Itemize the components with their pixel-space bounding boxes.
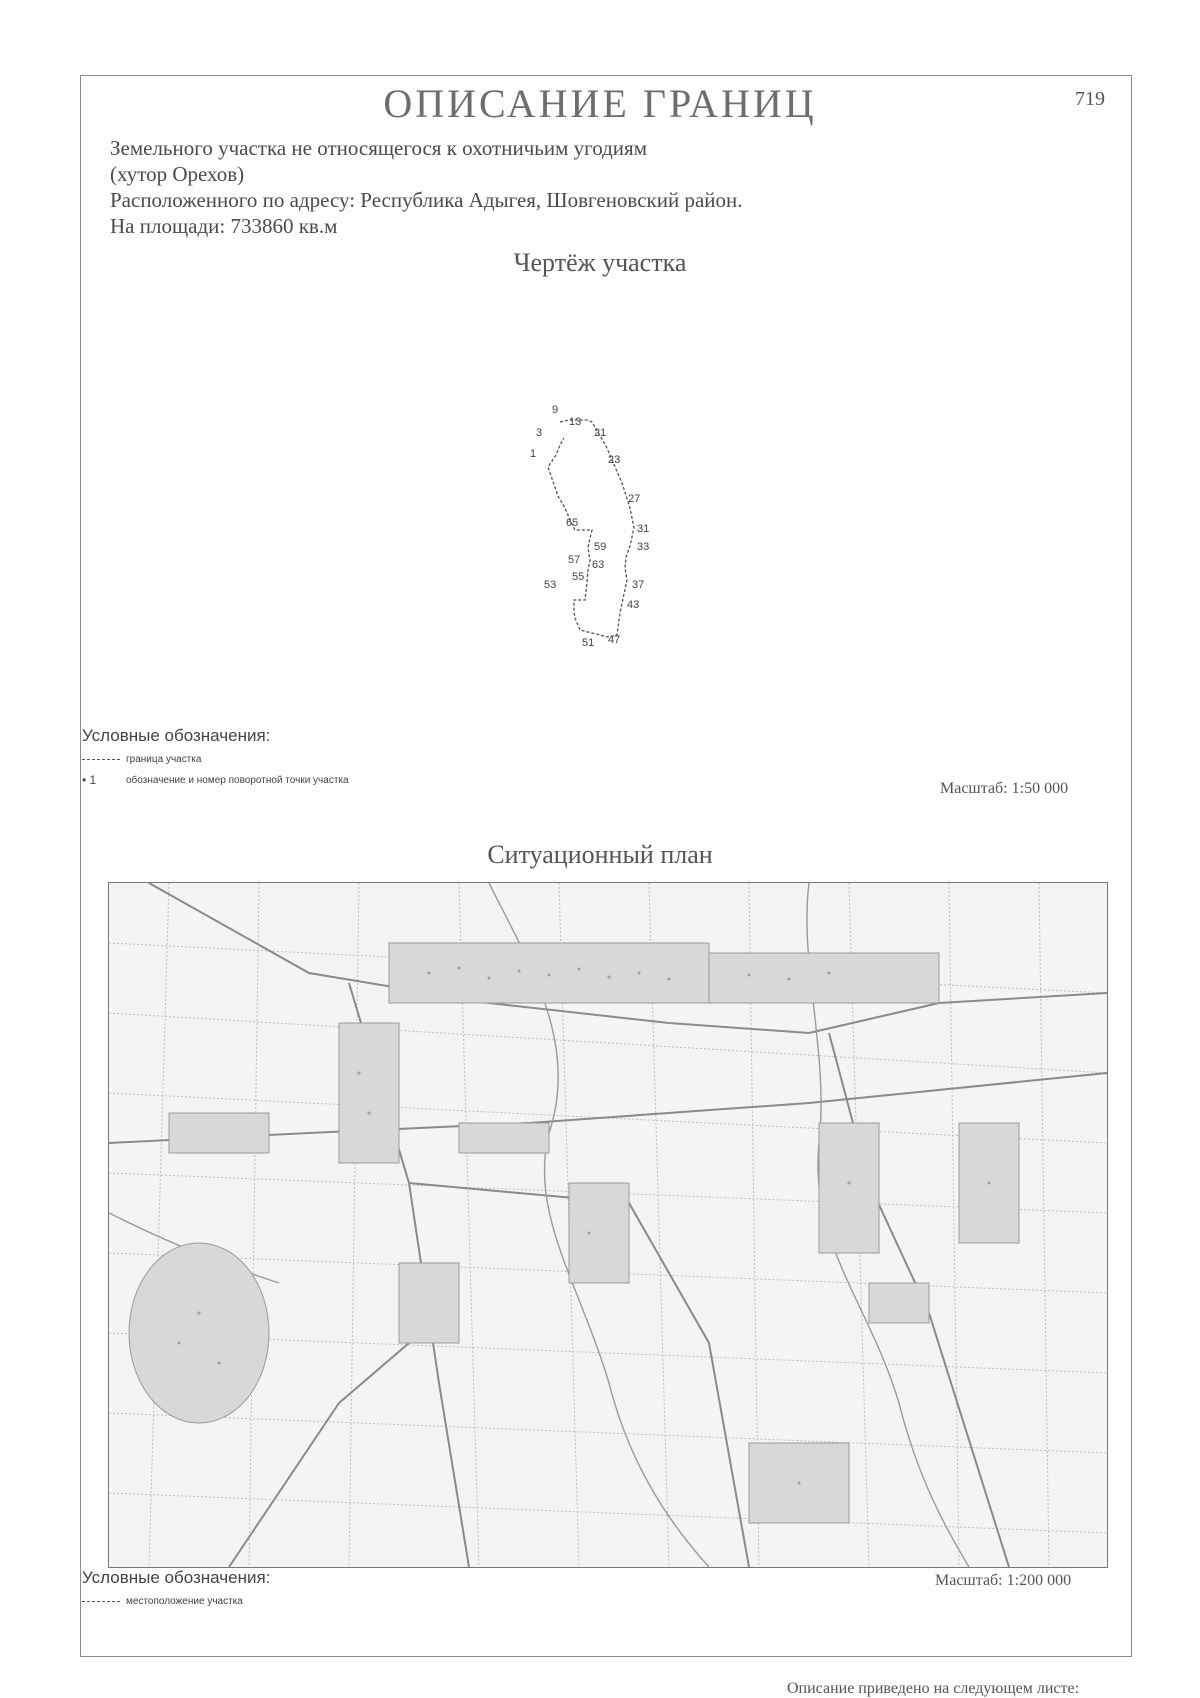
situation-legend-title: Условные обозначения: [82, 1568, 271, 1587]
turning-point-symbol: • 1 [82, 773, 97, 787]
point-label-3: 3 [536, 427, 543, 439]
parcel-info [110, 135, 743, 239]
point-label-37: 37 [632, 579, 645, 591]
info-line-3: Расположенного по адресу: Республика Адыгея, Шовгеновский район. [110, 188, 743, 212]
legend-location-row [82, 1596, 270, 1607]
situation-plan-title: Ситуационный план [487, 840, 713, 869]
point-label-33: 33 [637, 541, 650, 553]
point-label-65: 65 [566, 517, 579, 529]
point-label-51: 51 [582, 637, 595, 649]
point-label-53: 53 [544, 579, 557, 591]
drawing-legend [82, 726, 349, 787]
info-line-2: (хутор Орехов) [110, 162, 245, 186]
boundary-line-symbol [82, 759, 120, 760]
situation-scale: Масштаб: 1:200 000 [935, 1572, 1072, 1589]
footer-note: Описание приведено на следующем листе: [787, 1680, 1080, 1697]
point-label-23: 23 [608, 454, 621, 466]
info-line-1: Земельного участка не относящегося к охотничьим угодиям [110, 136, 647, 160]
location-line-symbol [82, 1601, 120, 1602]
situation-map [108, 882, 1108, 1568]
point-label-55: 55 [572, 571, 585, 583]
point-label-31: 31 [637, 523, 650, 535]
point-label-21: 21 [594, 427, 607, 439]
point-label-43: 43 [627, 599, 640, 611]
point-label-47: 47 [608, 634, 621, 646]
legend-point-row [82, 773, 349, 787]
point-label-63: 63 [592, 559, 605, 571]
info-line-4: На площади: 733860 кв.м [110, 214, 338, 238]
point-label-9: 9 [552, 404, 559, 416]
legend-boundary-text: граница участка [126, 754, 202, 765]
sheet-number: 719 [1075, 88, 1105, 110]
drawing-scale: Масштаб: 1:50 000 [940, 780, 1069, 797]
legend-boundary-row [82, 754, 349, 765]
point-label-13: 13 [569, 416, 582, 428]
legend-location-text: местоположение участка [126, 1596, 243, 1607]
parcel-plot [530, 400, 730, 650]
drawing-title: Чертёж участка [513, 248, 687, 277]
drawing-legend-title: Условные обозначения: [82, 726, 271, 745]
situation-legend [82, 1568, 270, 1607]
point-label-27: 27 [628, 493, 641, 505]
point-label-1: 1 [530, 448, 537, 460]
document-title: ОПИСАНИЕ ГРАНИЦ [383, 81, 817, 126]
legend-point-text: обозначение и номер поворотной точки участка [126, 774, 349, 786]
parcel-boundary [548, 420, 634, 637]
point-label-57: 57 [568, 554, 581, 566]
point-label-59: 59 [594, 541, 607, 553]
situation-map-drawing [109, 883, 1107, 1567]
